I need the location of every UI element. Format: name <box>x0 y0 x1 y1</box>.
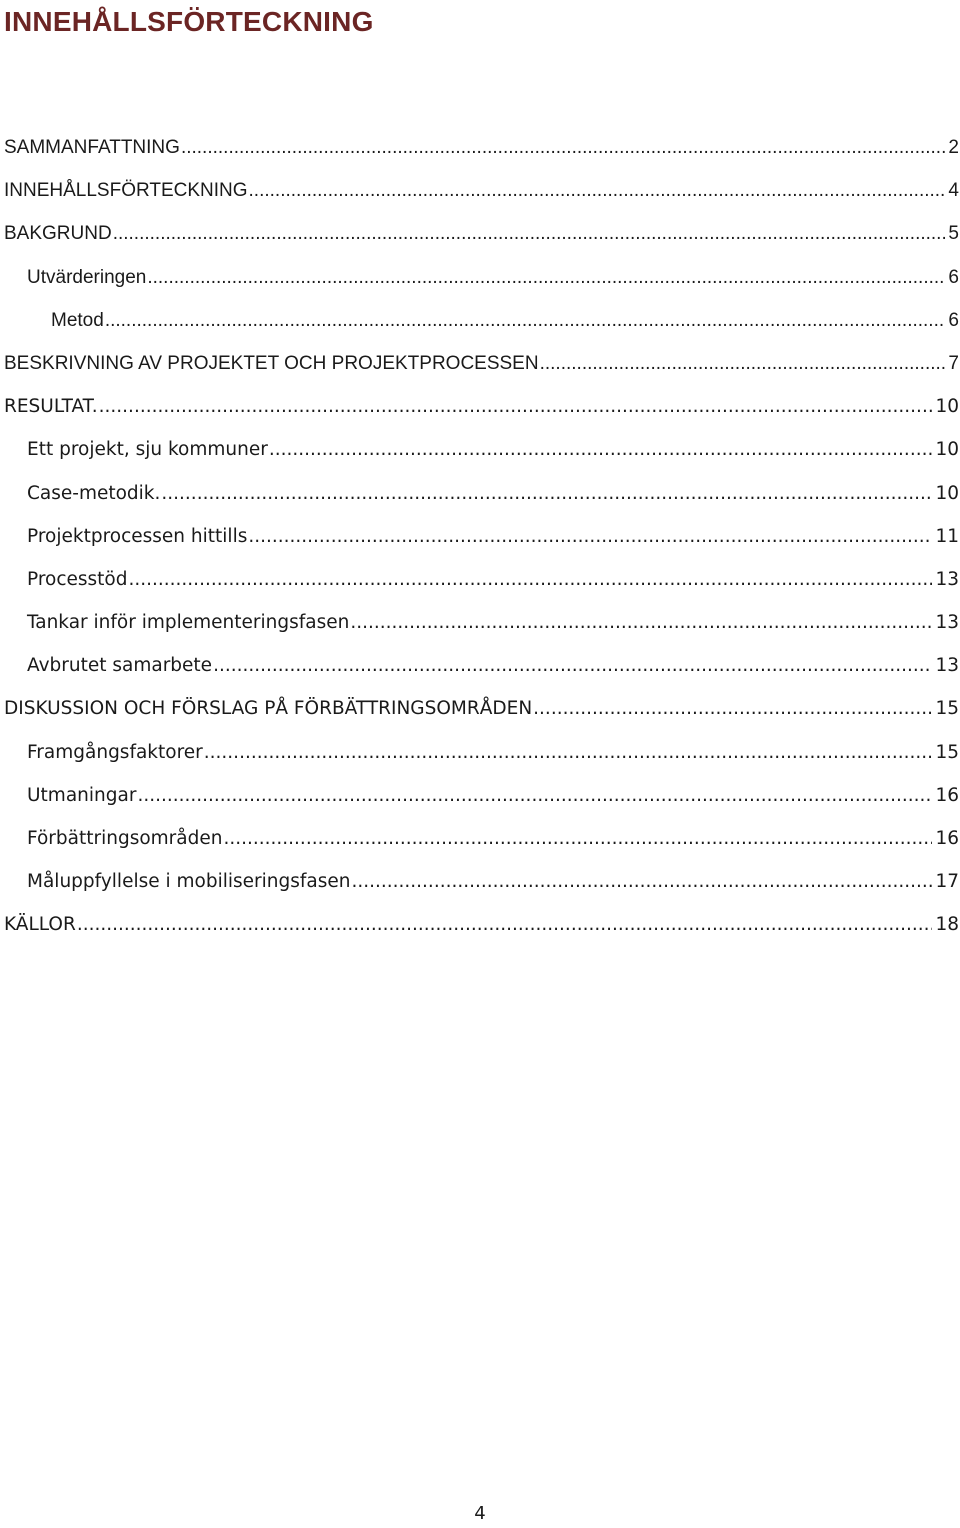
toc-entry[interactable] <box>0 817 960 860</box>
toc-dot-leader <box>113 212 946 255</box>
toc-dot-leader <box>350 601 932 644</box>
toc-dot-leader <box>269 428 933 471</box>
toc-entry-title: Förbättringsområden <box>27 828 223 849</box>
toc-entry-page: 2 <box>948 137 959 158</box>
toc-entry-page: 18 <box>935 914 959 936</box>
toc-entry[interactable] <box>0 774 960 817</box>
toc-entry-title: KÄLLOR <box>4 914 76 936</box>
toc-entry-page: 13 <box>935 568 959 590</box>
toc-dot-leader <box>223 817 932 860</box>
toc-entry[interactable] <box>0 126 960 169</box>
toc-entry[interactable] <box>0 256 960 299</box>
page-number: 4 <box>474 1503 486 1524</box>
toc-entry[interactable] <box>0 169 960 212</box>
toc-dot-leader <box>351 860 932 903</box>
toc-entry-page: 13 <box>935 655 959 677</box>
toc-entry-title: Metod <box>51 309 104 331</box>
toc-dot-leader <box>533 687 932 730</box>
toc-dot-leader <box>77 903 933 946</box>
toc-dot-leader <box>249 169 946 212</box>
toc-entry-title: Måluppfyllelse i mobiliseringsfasen <box>27 871 351 893</box>
toc-entry-title: Utmaningar <box>27 784 137 806</box>
toc-entry-title: Ett projekt, sju kommuner <box>27 439 268 461</box>
toc-entry-page: 5 <box>948 223 959 245</box>
toc-entry[interactable] <box>0 428 960 471</box>
toc-dot-leader <box>137 774 932 817</box>
toc-dot-leader <box>181 126 945 169</box>
toc-entry[interactable] <box>0 687 960 730</box>
toc-entry-page: 6 <box>948 266 959 288</box>
toc-entry-title: Utvärderingen <box>27 266 147 288</box>
toc-dot-leader <box>204 731 933 774</box>
toc-entry[interactable] <box>0 558 960 601</box>
toc-dot-leader <box>147 256 945 299</box>
toc-entry-title: INNEHÅLLSFÖRTECKNING <box>4 180 248 202</box>
toc-entry-page: 10 <box>935 439 959 461</box>
toc-entry[interactable] <box>0 385 960 428</box>
toc-dot-leader <box>213 644 932 687</box>
toc-entry-title: BESKRIVNING AV PROJEKTET OCH PROJEKTPROCESSEN <box>4 352 539 374</box>
toc-entry-title: BAKGRUND <box>4 223 112 245</box>
toc-entry[interactable] <box>0 601 960 644</box>
toc-entry[interactable] <box>0 644 960 687</box>
toc-entry[interactable] <box>0 731 960 774</box>
toc-entry-page: 16 <box>935 784 959 806</box>
toc-entry-page: 10 <box>935 482 959 504</box>
toc-entry-title: Tankar inför implementeringsfasen <box>27 612 350 634</box>
toc-entry-page: 11 <box>935 525 959 547</box>
toc-entry-page: 17 <box>935 871 959 893</box>
toc-entry-title: RESULTAT. <box>4 396 98 418</box>
toc-entry-page: 4 <box>948 180 959 202</box>
toc-entry[interactable] <box>0 342 960 385</box>
toc-dot-leader <box>105 299 946 342</box>
toc-dot-leader <box>540 342 946 385</box>
toc-entry-title: Framgångsfaktorer <box>27 741 203 763</box>
toc-entry[interactable] <box>0 299 960 342</box>
toc-entry-title: Avbrutet samarbete <box>27 655 213 677</box>
page-title: INNEHÅLLSFÖRTECKNING <box>4 6 374 37</box>
toc-entry[interactable] <box>0 212 960 255</box>
toc-dot-leader <box>161 472 932 515</box>
toc-dot-leader <box>129 558 933 601</box>
toc-dot-leader <box>248 515 932 558</box>
toc-dot-leader <box>99 385 933 428</box>
toc-entry-page: 10 <box>935 396 959 418</box>
toc-entry[interactable] <box>0 515 960 558</box>
toc-entry-page: 7 <box>948 352 959 374</box>
toc-entry-title: DISKUSSION OCH FÖRSLAG PÅ FÖRBÄTTRINGSOMRÅDEN <box>4 698 533 720</box>
toc-entry-page: 15 <box>935 741 959 763</box>
toc-entry-page: 6 <box>948 309 959 331</box>
toc-entry[interactable] <box>0 903 960 946</box>
toc-entry-title: Case-metodik. <box>27 482 161 504</box>
toc-entry-title: Projektprocessen hittills <box>27 525 248 547</box>
toc-entry-page: 15 <box>935 698 959 720</box>
toc-entry-title: Processtöd <box>27 568 128 590</box>
toc-entry[interactable] <box>0 860 960 903</box>
toc-entry-title: SAMMANFATTNING <box>4 137 180 158</box>
toc-entry[interactable] <box>0 472 960 515</box>
table-of-contents <box>0 126 960 947</box>
toc-entry-page: 13 <box>935 612 959 634</box>
toc-entry-page: 16 <box>935 828 959 849</box>
